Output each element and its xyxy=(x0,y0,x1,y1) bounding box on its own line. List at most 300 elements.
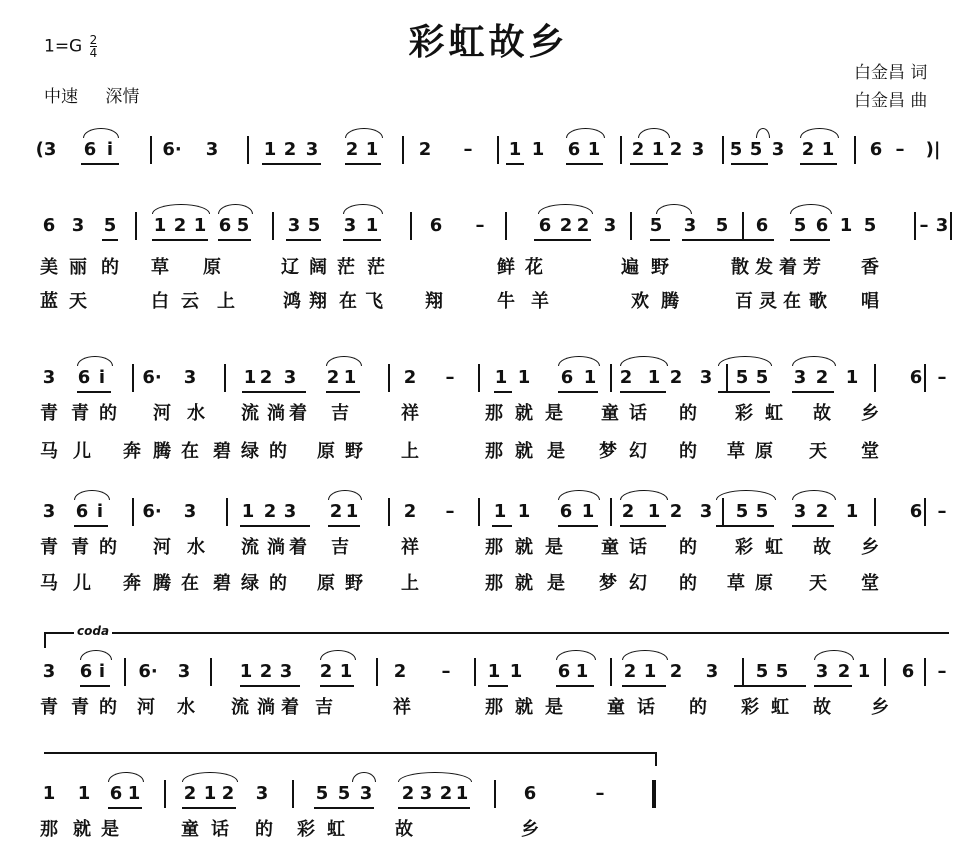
note: 1 xyxy=(845,501,859,522)
note: 2 xyxy=(283,139,297,160)
note: 2 xyxy=(815,501,829,522)
slur xyxy=(538,204,593,214)
note: 3 xyxy=(771,139,785,160)
beam-underline xyxy=(534,239,591,241)
note: 1 xyxy=(583,367,597,388)
note: 1 xyxy=(203,783,217,804)
lyric-char: 草 xyxy=(727,441,745,462)
lyric-char: 牛 xyxy=(497,291,515,312)
barline xyxy=(950,212,952,240)
lyric-char: 那 xyxy=(485,403,503,424)
lyric-char: 飞 xyxy=(365,291,383,312)
note: 3 xyxy=(279,661,293,682)
final-barline xyxy=(652,780,656,808)
slur xyxy=(345,128,383,138)
lyric-char: 就 xyxy=(515,403,533,424)
song-title: 彩虹故乡 xyxy=(408,22,569,63)
lyric-char: 虹 xyxy=(771,697,789,718)
slur xyxy=(80,650,112,660)
note: 2 xyxy=(669,501,683,522)
beam-underline xyxy=(262,163,321,165)
note: 3 xyxy=(283,367,297,388)
lyric-char: 着 xyxy=(779,257,797,278)
barline xyxy=(924,498,926,526)
lyric-char: 堂 xyxy=(861,573,879,594)
note: 1 xyxy=(487,661,501,682)
note: 3 xyxy=(935,215,949,236)
note: 1 xyxy=(343,367,357,388)
lyric-char: 美 xyxy=(40,257,58,278)
barline xyxy=(620,136,622,164)
note: 6 xyxy=(567,139,581,160)
lyric-char: 青 xyxy=(71,403,89,424)
note: 1 xyxy=(153,215,167,236)
slur xyxy=(556,650,596,660)
lyric-char: 天 xyxy=(809,573,827,594)
lyric-char: 碧 xyxy=(213,441,231,462)
lyric-char: 淌 xyxy=(267,403,285,424)
lyric-char: 在 xyxy=(339,291,357,312)
note: 2 xyxy=(345,139,359,160)
note: 5 xyxy=(729,139,743,160)
note: 6 xyxy=(83,139,97,160)
note: 2 xyxy=(439,783,453,804)
slur xyxy=(182,772,238,782)
note: )| xyxy=(925,139,941,160)
beam-underline xyxy=(620,391,666,393)
note: 2 xyxy=(669,367,683,388)
barline xyxy=(478,498,480,526)
barline xyxy=(135,212,137,240)
note: 6 xyxy=(109,783,123,804)
note: 1 xyxy=(857,661,871,682)
note: 5 xyxy=(775,661,789,682)
beam-underline xyxy=(343,239,381,241)
note: (3 xyxy=(35,139,57,160)
lyric-char: 原 xyxy=(755,573,773,594)
lyric-char: 幻 xyxy=(629,573,647,594)
lyric-char: 祥 xyxy=(401,403,419,424)
lyric-char: 欢 xyxy=(631,291,649,312)
note: 2 xyxy=(173,215,187,236)
note: 1 xyxy=(581,501,595,522)
lyric-char: 的 xyxy=(689,697,707,718)
lyric-char: 故 xyxy=(813,403,831,424)
lyric-char: 吉 xyxy=(331,537,349,558)
note: 6· xyxy=(138,661,158,682)
barline xyxy=(272,212,274,240)
beam-underline xyxy=(80,685,110,687)
barline xyxy=(224,364,226,392)
beam-underline xyxy=(566,163,603,165)
note: 2 xyxy=(623,661,637,682)
beam-underline xyxy=(77,391,111,393)
note: 3 xyxy=(183,501,197,522)
note: 2 xyxy=(183,783,197,804)
note: 3 xyxy=(343,215,357,236)
barline xyxy=(388,498,390,526)
note: 6 xyxy=(909,367,923,388)
barline xyxy=(854,136,856,164)
slur xyxy=(622,650,668,660)
note: – xyxy=(445,501,455,522)
note: 6 xyxy=(560,367,574,388)
note: 3 xyxy=(287,215,301,236)
tempo-marking xyxy=(44,82,139,107)
lyric-char: 翔 xyxy=(309,291,327,312)
slur xyxy=(352,772,376,782)
lyric-char: 就 xyxy=(515,573,533,594)
lyric-char: 在 xyxy=(783,291,801,312)
lyric-char: 彩 xyxy=(735,537,753,558)
note: 3 xyxy=(793,367,807,388)
note: – xyxy=(937,501,947,522)
slur xyxy=(620,490,668,500)
slur xyxy=(792,356,836,366)
lyric-char: 的 xyxy=(679,537,697,558)
barline xyxy=(742,658,744,686)
beam-underline xyxy=(558,525,598,527)
barline xyxy=(210,658,212,686)
note: 2 xyxy=(259,661,273,682)
note: 6 xyxy=(538,215,552,236)
lyric-char: 的 xyxy=(269,573,287,594)
note: 5 xyxy=(649,215,663,236)
lyric-char: 幻 xyxy=(629,441,647,462)
note: 5 xyxy=(315,783,329,804)
lyric-char: 蓝 xyxy=(40,291,58,312)
key-signature xyxy=(44,34,97,59)
lyric-char: 就 xyxy=(515,537,533,558)
beam-underline xyxy=(792,525,834,527)
barline xyxy=(914,212,916,240)
beam-underline xyxy=(800,163,837,165)
slur xyxy=(638,128,670,138)
slur xyxy=(814,650,854,660)
lyric-char: 梦 xyxy=(599,573,617,594)
lyric-char: 水 xyxy=(187,537,205,558)
barline xyxy=(924,658,926,686)
slur xyxy=(718,356,772,366)
lyric-char: 着 xyxy=(289,537,307,558)
note: 2 xyxy=(326,367,340,388)
barline xyxy=(164,780,166,808)
lyric-char: 乡 xyxy=(861,403,879,424)
note: 3 xyxy=(691,139,705,160)
lyric-char: 灵 xyxy=(759,291,777,312)
note: 6 xyxy=(901,661,915,682)
lyric-char: 在 xyxy=(181,441,199,462)
slur xyxy=(74,490,110,500)
slur xyxy=(800,128,839,138)
note: 1 xyxy=(508,139,522,160)
slur xyxy=(716,490,776,500)
lyric-char: 水 xyxy=(187,403,205,424)
barline xyxy=(884,658,886,686)
beam-underline xyxy=(682,239,774,241)
note: – xyxy=(895,139,905,160)
composer: 白金昌 曲 xyxy=(854,91,928,111)
barline xyxy=(132,498,134,526)
lyric-char: 是 xyxy=(547,573,565,594)
note: 6 xyxy=(523,783,537,804)
note: 3 xyxy=(705,661,719,682)
lyric-char: 故 xyxy=(813,537,831,558)
lyric-char: 彩 xyxy=(297,819,315,840)
lyric-char: 那 xyxy=(485,573,503,594)
lyricist: 白金昌 词 xyxy=(854,63,928,83)
note: 1 xyxy=(643,661,657,682)
lyric-char: 吉 xyxy=(331,403,349,424)
lyric-char: 话 xyxy=(629,403,647,424)
lyric-char: 原 xyxy=(317,441,335,462)
barline xyxy=(478,364,480,392)
lyric-line-3-2 xyxy=(0,440,977,466)
lyric-char: 茫 xyxy=(367,257,385,278)
beam-underline xyxy=(630,163,668,165)
barline xyxy=(610,658,612,686)
lyric-char: 丽 xyxy=(69,257,87,278)
lyric-char: 青 xyxy=(40,403,58,424)
note: – xyxy=(445,367,455,388)
lyric-char: 就 xyxy=(515,441,533,462)
note: 3 xyxy=(283,501,297,522)
note: 1 xyxy=(365,139,379,160)
note: 3 xyxy=(71,215,85,236)
note: 1 xyxy=(509,661,523,682)
lyric-char: 乡 xyxy=(871,697,889,718)
barline xyxy=(726,364,728,392)
lyric-line-3-1 xyxy=(0,402,977,428)
barline xyxy=(924,364,926,392)
note: i xyxy=(98,661,106,682)
note: 3 xyxy=(42,501,56,522)
lyric-char: 是 xyxy=(101,819,119,840)
beam-underline xyxy=(286,239,321,241)
note: 6 xyxy=(75,501,89,522)
lyric-char: 淌 xyxy=(267,537,285,558)
note: 2 xyxy=(403,501,417,522)
note: – xyxy=(595,783,605,804)
lyric-line-6-1 xyxy=(0,818,977,844)
ending-bracket-line xyxy=(44,752,656,754)
beam-underline xyxy=(650,239,670,241)
lyric-char: 香 xyxy=(861,257,879,278)
lyric-char: 乡 xyxy=(861,537,879,558)
note: 1 xyxy=(493,501,507,522)
note: 1 xyxy=(651,139,665,160)
note: 2 xyxy=(263,501,277,522)
lyric-char: 遍 xyxy=(621,257,639,278)
note: 6· xyxy=(162,139,182,160)
slur xyxy=(756,128,770,138)
note: 6 xyxy=(909,501,923,522)
lyric-char: 那 xyxy=(485,441,503,462)
lyric-char: 唱 xyxy=(861,291,879,312)
lyric-char: 是 xyxy=(545,697,563,718)
beam-underline xyxy=(814,685,852,687)
note: 3 xyxy=(699,367,713,388)
note: 2 xyxy=(259,367,273,388)
lyric-char: 绿 xyxy=(241,441,259,462)
beam-underline xyxy=(716,525,774,527)
beam-underline xyxy=(182,807,236,809)
key-label: 1=G xyxy=(44,36,83,57)
note: 2 xyxy=(801,139,815,160)
lyric-char: 云 xyxy=(181,291,199,312)
lyric-char: 天 xyxy=(809,441,827,462)
lyric-char: 阔 xyxy=(309,257,327,278)
lyric-char: 青 xyxy=(40,537,58,558)
barline xyxy=(722,136,724,164)
beam-underline xyxy=(398,807,470,809)
note: 3 xyxy=(183,367,197,388)
lyric-char: 野 xyxy=(651,257,669,278)
note: 6 xyxy=(559,501,573,522)
lyric-char: 羊 xyxy=(531,291,549,312)
lyric-char: 故 xyxy=(813,697,831,718)
note: 3 xyxy=(205,139,219,160)
note: 5 xyxy=(337,783,351,804)
note: 3 xyxy=(255,783,269,804)
lyric-char: 腾 xyxy=(153,573,171,594)
note: 5 xyxy=(735,367,749,388)
time-numerator: 2 xyxy=(89,33,98,47)
note: 1 xyxy=(821,139,835,160)
lyric-char: 的 xyxy=(269,441,287,462)
lyric-char: 着 xyxy=(289,403,307,424)
beam-underline xyxy=(620,525,666,527)
note: 5 xyxy=(715,215,729,236)
lyric-char: 的 xyxy=(99,403,117,424)
lyric-char: 的 xyxy=(679,403,697,424)
slur xyxy=(152,204,210,214)
lyric-char: 的 xyxy=(679,573,697,594)
barline xyxy=(150,136,152,164)
slur xyxy=(656,204,692,214)
barline xyxy=(610,498,612,526)
note: 1 xyxy=(263,139,277,160)
time-signature xyxy=(90,34,98,59)
lyric-char: 绿 xyxy=(241,573,259,594)
note: 5 xyxy=(749,139,763,160)
lyric-char: 流 xyxy=(241,537,259,558)
lyric-char: 的 xyxy=(255,819,273,840)
note: 1 xyxy=(42,783,56,804)
note: 1 xyxy=(587,139,601,160)
lyric-char: 河 xyxy=(153,403,171,424)
note: 2 xyxy=(621,501,635,522)
beam-underline xyxy=(556,685,594,687)
lyric-char: 水 xyxy=(177,697,195,718)
note: – xyxy=(937,661,947,682)
beam-underline xyxy=(718,391,770,393)
note: – xyxy=(919,215,929,236)
lyric-char: 百 xyxy=(735,291,753,312)
lyric-char: 原 xyxy=(317,573,335,594)
lyric-char: 话 xyxy=(629,537,647,558)
lyric-char: 虹 xyxy=(765,403,783,424)
beam-underline xyxy=(242,391,306,393)
note: – xyxy=(937,367,947,388)
note: 6 xyxy=(869,139,883,160)
slur xyxy=(328,490,362,500)
lyric-char: 的 xyxy=(99,697,117,718)
beam-underline xyxy=(218,239,251,241)
lyric-line-2-2 xyxy=(0,290,977,316)
score-row-3 xyxy=(0,362,977,398)
beam-underline xyxy=(81,163,119,165)
lyric-char: 就 xyxy=(73,819,91,840)
note: 1 xyxy=(243,367,257,388)
ending-bracket-tick xyxy=(655,752,657,766)
note: 1 xyxy=(455,783,469,804)
slur xyxy=(558,490,600,500)
note: 2 xyxy=(401,783,415,804)
note: 3 xyxy=(683,215,697,236)
note: 1 xyxy=(494,367,508,388)
barline xyxy=(132,364,134,392)
lyric-char: 上 xyxy=(401,573,419,594)
note: 3 xyxy=(305,139,319,160)
note: 2 xyxy=(403,367,417,388)
lyric-char: 虹 xyxy=(327,819,345,840)
lyric-char: 辽 xyxy=(281,257,299,278)
barline xyxy=(124,658,126,686)
lyric-char: 流 xyxy=(231,697,249,718)
lyric-char: 堂 xyxy=(861,441,879,462)
note: 5 xyxy=(735,501,749,522)
note: 2 xyxy=(669,661,683,682)
note: 6· xyxy=(142,501,162,522)
note: 6 xyxy=(557,661,571,682)
coda-bracket-tick xyxy=(44,632,46,648)
lyric-line-2-1 xyxy=(0,256,977,282)
lyric-char: 原 xyxy=(755,441,773,462)
lyric-char: 马 xyxy=(40,573,58,594)
note: 2 xyxy=(221,783,235,804)
beam-underline xyxy=(492,525,512,527)
lyric-line-4-1 xyxy=(0,536,977,562)
note: 3 xyxy=(603,215,617,236)
beam-underline xyxy=(102,239,118,241)
lyric-char: 草 xyxy=(151,257,169,278)
lyric-char: 话 xyxy=(637,697,655,718)
lyric-char: 上 xyxy=(217,291,235,312)
lyric-char: 腾 xyxy=(661,291,679,312)
note: 1 xyxy=(839,215,853,236)
lyric-char: 话 xyxy=(211,819,229,840)
lyric-char: 河 xyxy=(153,537,171,558)
note: 1 xyxy=(517,367,531,388)
lyric-char: 的 xyxy=(99,537,117,558)
beam-underline xyxy=(320,685,354,687)
lyric-char: 那 xyxy=(485,697,503,718)
coda-label: coda xyxy=(74,624,112,638)
lyric-char: 马 xyxy=(40,441,58,462)
time-denominator: 4 xyxy=(89,46,98,60)
beam-underline xyxy=(792,391,834,393)
beam-underline xyxy=(108,807,142,809)
lyric-char: 虹 xyxy=(765,537,783,558)
note: 1 xyxy=(647,501,661,522)
barline xyxy=(247,136,249,164)
lyric-char: 祥 xyxy=(393,697,411,718)
slur xyxy=(320,650,356,660)
slur xyxy=(620,356,668,366)
barline xyxy=(292,780,294,808)
lyric-char: 是 xyxy=(545,537,563,558)
